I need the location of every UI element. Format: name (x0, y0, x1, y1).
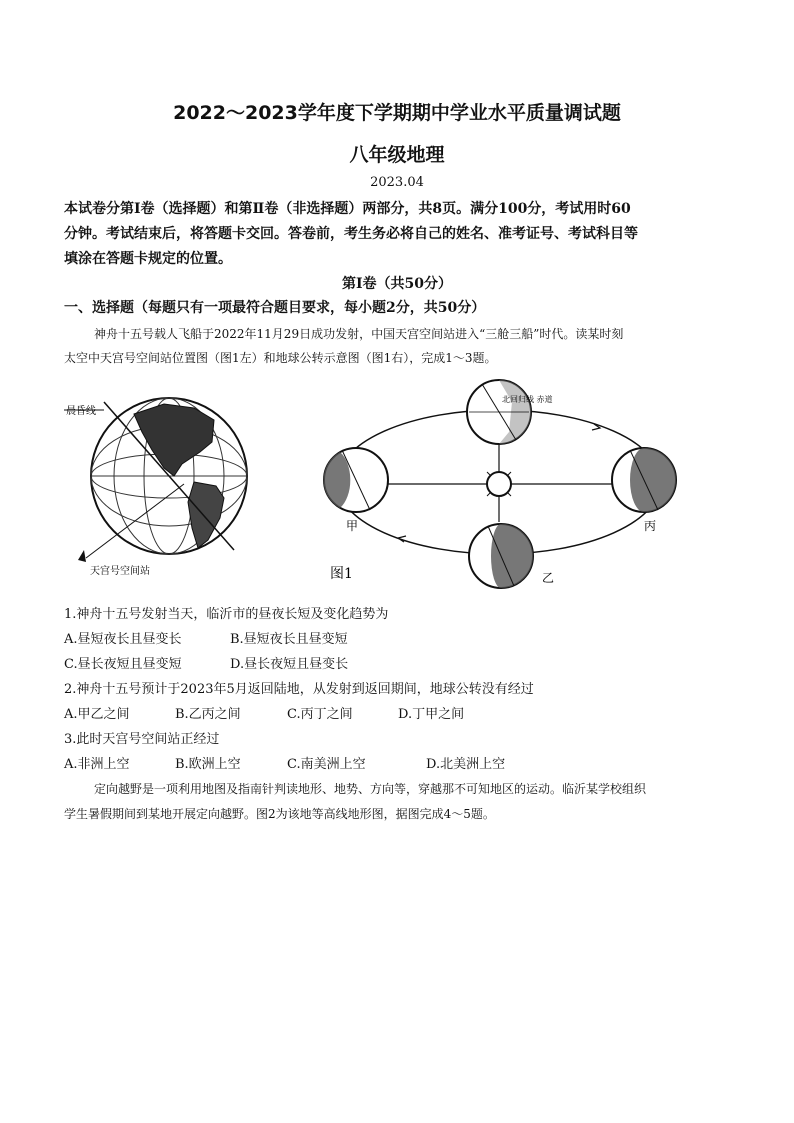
label-yi: 乙 (542, 571, 555, 585)
intro-line-1: 本试卷分第Ⅰ卷（选择题）和第Ⅱ卷（非选择题）两部分，共8页。满分100分，考试用时60 (64, 201, 631, 217)
intro-line-3: 填涂在答题卡规定的位置。 (64, 251, 232, 267)
q2-option-d[interactable]: D.丁甲之间 (398, 707, 465, 722)
passage1-line-1: 神舟十五号载人飞船于2022年11月29日成功发射，中国天宫空间站进入“三舱三船”时代。读某时刻 (94, 327, 624, 341)
globe-tiangong (64, 398, 247, 562)
q2-option-b[interactable]: B.乙丙之间 (175, 707, 241, 722)
tiangong-label: 天宫号空间站 (90, 566, 150, 577)
q3-option-c[interactable]: C.南美洲上空 (287, 757, 366, 772)
passage1-line-2: 太空中天宫号空间站位置图（图1左）和地球公转示意图（图1右），完成1～3题。 (64, 351, 497, 365)
earth-bing (612, 448, 676, 512)
figure-1-caption: 图1 (330, 566, 353, 582)
q1-option-d[interactable]: D.昼长夜短且昼变长 (230, 657, 349, 672)
q3-option-a[interactable]: A.非洲上空 (64, 757, 130, 772)
intro-line-2: 分钟。考试结束后，将答题卡交回。答卷前，考生务必将自己的姓名、准考证号、考试科目等 (64, 226, 638, 242)
question-3-stem: 3.此时天宫号空间站正经过 (64, 732, 220, 747)
subject-title: 八年级地理 (349, 144, 445, 166)
q3-option-b[interactable]: B.欧洲上空 (175, 757, 241, 772)
figure-1 (64, 372, 704, 594)
sun-icon (487, 472, 511, 496)
part1-heading: 第Ⅰ卷（共50分） (341, 276, 453, 292)
tiangong-icon (78, 550, 86, 562)
passage2-line-2: 学生暑假期间到某地开展定向越野。图2为该地等高线地形图，据图完成4～5题。 (64, 807, 495, 821)
label-bing: 丙 (644, 519, 657, 533)
exam-date: 2023.04 (370, 175, 424, 190)
figure-1-svg (64, 372, 704, 594)
section-heading: 一、选择题（每题只有一项最符合题目要求，每小题2分，共50分） (64, 300, 486, 316)
earth-top (467, 380, 531, 444)
q2-option-a[interactable]: A.甲乙之间 (64, 707, 130, 722)
question-1-stem: 1.神舟十五号发射当天，临沂市的昼夜长短及变化趋势为 (64, 607, 389, 622)
earth-jia (323, 448, 388, 512)
top-earth-note: 北回归线 赤道 (502, 395, 553, 404)
label-jia: 甲 (346, 519, 359, 533)
passage2-line-1: 定向越野是一项利用地图及指南针判读地形、地势、方向等，穿越那不可知地区的运动。临沂某学校组织 (94, 782, 647, 796)
q1-option-a[interactable]: A.昼短夜长且昼变长 (64, 632, 182, 647)
terminator-label: 晨昏线 (66, 406, 96, 417)
q1-option-c[interactable]: C.昼长夜短且昼变短 (64, 657, 182, 672)
earth-yi (469, 524, 533, 588)
q2-option-c[interactable]: C.丙丁之间 (287, 707, 353, 722)
exam-title: 2022～2023学年度下学期期中学业水平质量调试题 (173, 102, 621, 124)
question-2-stem: 2.神舟十五号预计于2023年5月返回陆地，从发射到返回期间，地球公转没有经过 (64, 682, 534, 697)
q1-option-b[interactable]: B.昼短夜长且昼变短 (230, 632, 348, 647)
q3-option-d[interactable]: D.北美洲上空 (426, 757, 506, 772)
orbit-diagram (323, 380, 676, 588)
